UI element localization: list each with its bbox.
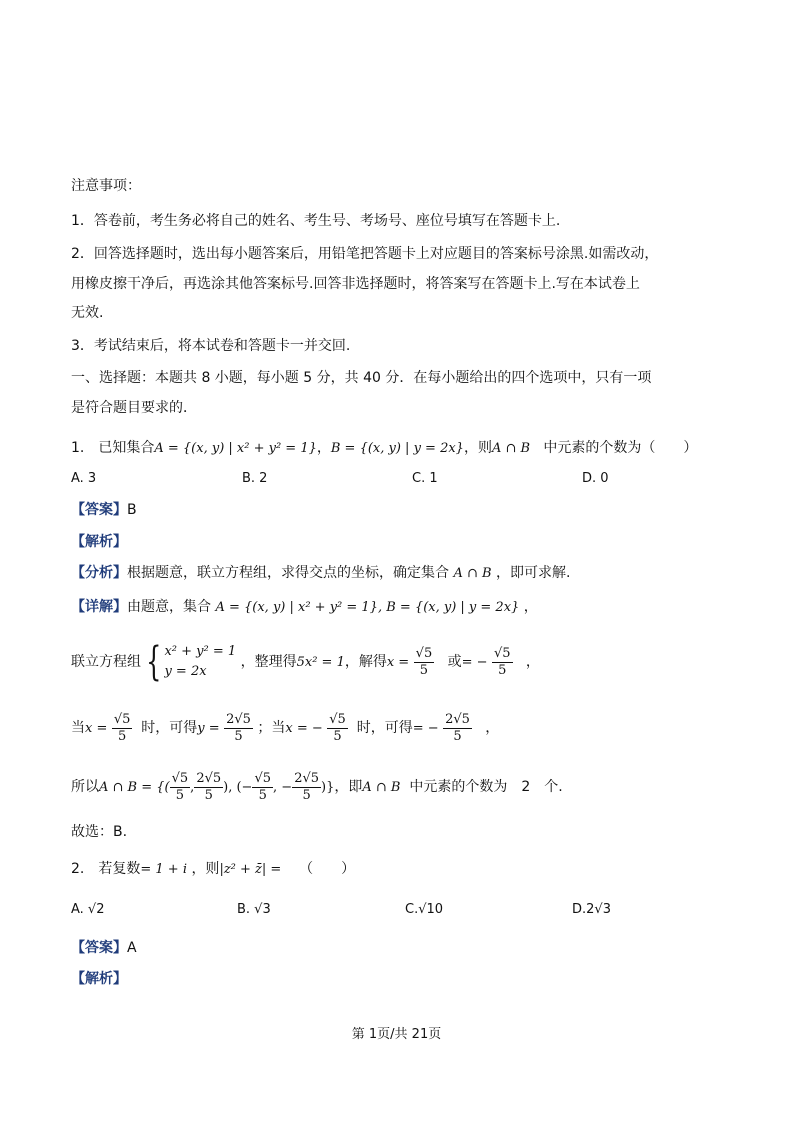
when-prefix: 当 (71, 720, 85, 736)
solve-prefix: 联立方程组 (71, 654, 141, 670)
fraction (414, 646, 435, 679)
solve-x2: = − (461, 655, 488, 670)
option-b: B. 2 (242, 471, 268, 486)
fraction-denominator: 5 (453, 728, 462, 744)
when-end: ， (485, 720, 500, 736)
notice-item-2-end: 无效. (71, 305, 104, 321)
fraction (327, 712, 348, 745)
solve-mid2: ，解得 (344, 654, 387, 670)
option-c: C.√10 (405, 902, 444, 917)
question-paren: （ ） (299, 861, 356, 877)
fenxi-set: A ∩ B (453, 566, 492, 581)
page-footer: 第 1页/共 21页 (351, 1027, 442, 1042)
fraction (194, 771, 223, 804)
answer-value: A (127, 940, 137, 956)
option-b: B. √3 (237, 902, 271, 917)
separator: ， (316, 440, 331, 456)
fraction-numerator: √5 (113, 711, 131, 727)
fraction-numerator: 2√5 (196, 770, 222, 786)
when-line (71, 706, 499, 751)
so-line (71, 765, 563, 810)
solve-equation: 5x² = 1 (296, 655, 345, 670)
question-number: 1. 已知集合 (71, 440, 155, 456)
fraction-numerator: 2√5 (294, 770, 320, 786)
fraction (292, 771, 321, 804)
system-row-2: y = 2x (164, 664, 207, 679)
fraction-numerator: √5 (254, 770, 272, 786)
when-x1: x = (85, 721, 108, 736)
separator: ), (− (223, 780, 253, 795)
system-row-1: x² + y² = 1 (164, 644, 237, 659)
text: ，则 (463, 440, 492, 456)
fraction-numerator: √5 (415, 645, 433, 661)
fraction-numerator: 2√5 (226, 711, 251, 727)
solve-line (71, 640, 540, 685)
fraction (492, 646, 513, 679)
notice-item-2: 2．回答选择题时，选出每小题答案后，用铅笔把答题卡上对应题目的答案标号涂黑.如需改动， (71, 246, 659, 262)
z-formula: = 1 + i (140, 862, 187, 877)
detail-end: ， (523, 599, 538, 615)
notice-item-2-cont: 用橡皮擦干净后，再选涂其他答案标号.回答非选择题时，将答案写在答题卡上.写在本试卷上 (71, 276, 640, 292)
fenxi-text: 根据题意，联立方程组，求得交点的坐标，确定集合 (127, 565, 449, 581)
so-then: ，即 (334, 779, 363, 795)
answer-line (71, 938, 137, 958)
set-a-formula: A = {(x, y) | x² + y² = 1} (154, 441, 317, 456)
detail-text: 由题意，集合 (127, 599, 211, 615)
solve-end: ， (525, 654, 540, 670)
text: ，则 (191, 861, 220, 877)
fraction-numerator: √5 (493, 645, 511, 661)
question-2-stem (71, 859, 355, 880)
equation-system (141, 639, 237, 685)
fraction-denominator: 5 (234, 728, 243, 744)
set-b-formula: B = {(x, y) | y = 2x} (330, 441, 464, 456)
option-c: C. 1 (412, 471, 438, 486)
fraction (112, 712, 133, 745)
modulus-formula: |z² + z̄| = (219, 862, 282, 877)
solve-or: 或 (447, 654, 462, 670)
fenxi-end: ，即可求解. (496, 565, 571, 581)
fraction-denominator: 5 (302, 787, 311, 803)
detail-sets: A = {(x, y) | x² + y² = 1}, B = {(x, y) | y = 2x} (215, 600, 520, 615)
fraction-denominator: 5 (175, 787, 185, 803)
analysis-tag (71, 532, 127, 552)
when-then: 时，可得 (141, 720, 198, 736)
so-end: 中元素的个数为 2 个. (409, 779, 563, 795)
fraction-denominator: 5 (258, 787, 267, 803)
section-heading: 一、选择题：本题共 8 小题，每小题 5 分，共 40 分．在每小题给出的四个选项中，只有一项 (71, 370, 652, 386)
option-d: D.2√3 (572, 902, 611, 917)
fenxi-line (71, 563, 570, 584)
fraction-denominator: 5 (333, 728, 342, 744)
notice-item-3: 3．考试结束后，将本试卷和答题卡一并交回. (71, 338, 351, 354)
notice-item-1: 1．答卷前，考生务必将自己的姓名、考生号、考场号、座位号填写在答题卡上. (71, 213, 561, 229)
fraction-numerator: √5 (171, 770, 189, 786)
fraction-numerator: 2√5 (445, 711, 470, 727)
analysis-label: 【解析】 (71, 534, 127, 550)
section-heading-cont: 是符合题目要求的． (71, 400, 197, 416)
separator: )} (321, 780, 335, 795)
fraction (252, 771, 273, 804)
analysis-label: 【解析】 (71, 971, 127, 987)
option-a: A. √2 (71, 902, 105, 917)
answer-tag: 【答案】 (71, 502, 127, 518)
question-number: 2. 若复数 (71, 861, 141, 877)
fraction-denominator: 5 (204, 787, 213, 803)
fraction (443, 712, 472, 745)
solve-x1: x = (386, 655, 410, 670)
question-ask: 中元素的个数为（ ） (543, 440, 698, 456)
fraction-denominator: 5 (419, 662, 429, 678)
fraction (224, 712, 253, 745)
answer-tag: 【答案】 (71, 940, 127, 956)
brace-icon: { (146, 639, 162, 685)
so-prefix: 所以 (71, 779, 99, 795)
option-d: D. 0 (582, 471, 609, 486)
separator: , − (273, 780, 293, 795)
so-set2: A ∩ B (362, 780, 401, 795)
option-a: A. 3 (71, 471, 97, 486)
solve-mid: ，整理得 (240, 654, 297, 670)
fenxi-tag: 【分析】 (71, 565, 127, 581)
when-then: 时，可得 (356, 720, 413, 736)
fraction-denominator: 5 (117, 728, 127, 744)
intersection-formula: A ∩ B (491, 441, 531, 456)
fraction-numerator: √5 (329, 711, 346, 727)
when-x2: x = − (285, 721, 323, 736)
choose-line: 故选：B. (71, 824, 128, 840)
analysis-tag (71, 969, 127, 989)
question-1-stem (71, 438, 697, 459)
answer-line (71, 500, 137, 520)
so-set: A ∩ B = {( (99, 780, 170, 795)
when-y1: y = (197, 721, 220, 736)
answer-value: B (127, 502, 137, 518)
detail-tag: 【详解】 (71, 599, 127, 615)
when-semi: ；当 (257, 720, 286, 736)
when-y2: = − (412, 721, 439, 736)
fraction (170, 771, 191, 804)
separator: , (190, 780, 195, 795)
detail-line (71, 597, 538, 618)
notice-title: 注意事项： (71, 178, 141, 194)
fraction-denominator: 5 (498, 662, 507, 678)
